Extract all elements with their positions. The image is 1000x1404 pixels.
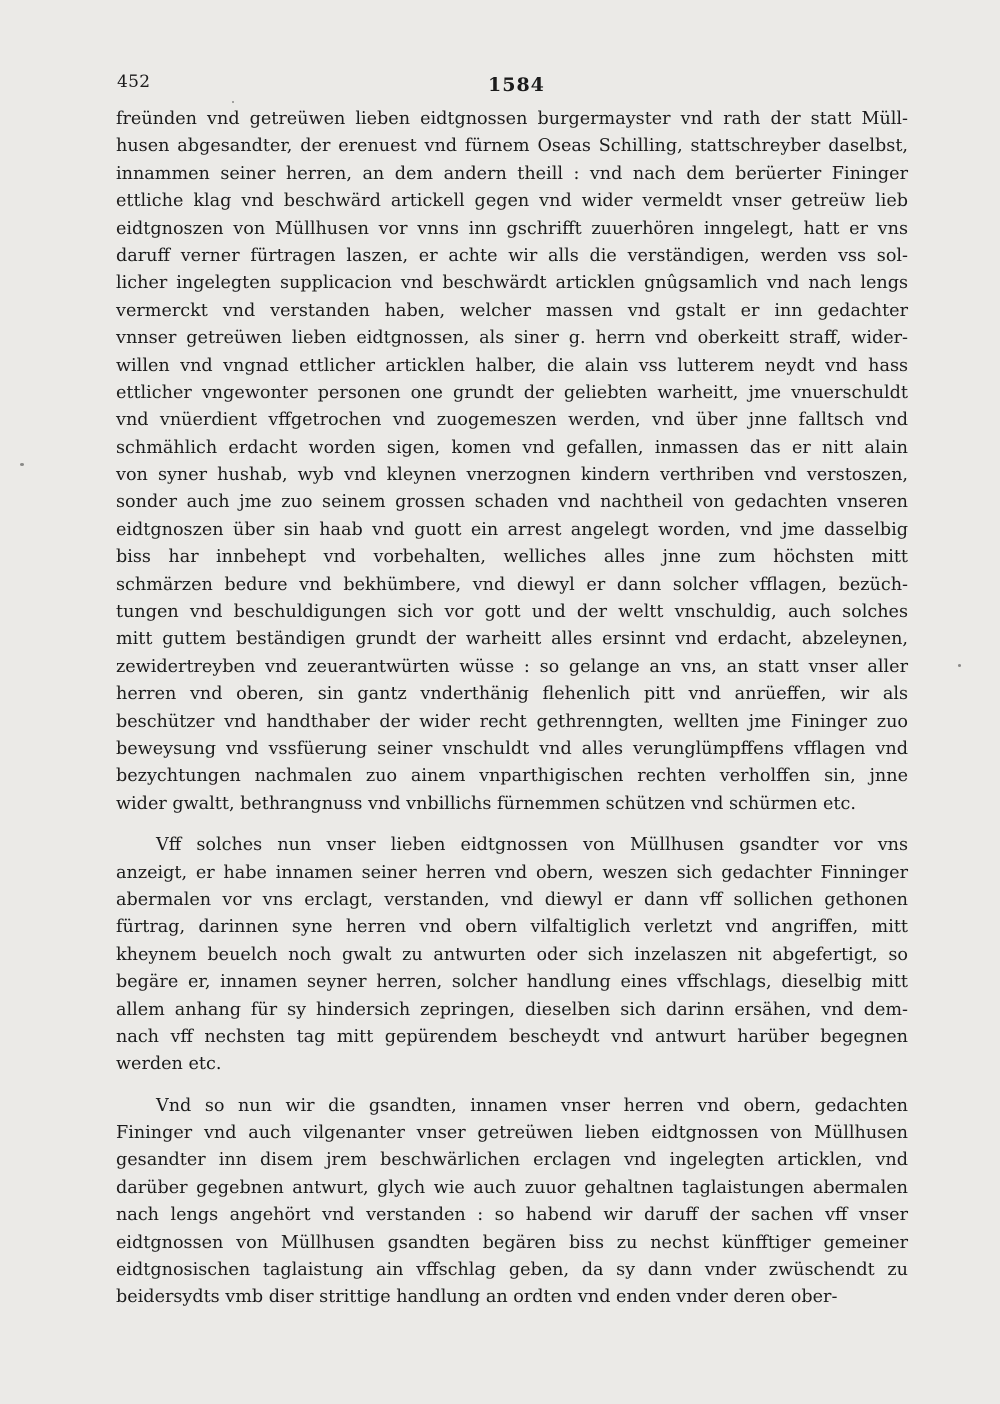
paragraph <box>116 832 908 1079</box>
text-line: begäre er, innamen seyner herren, solcher handlung eines vffschlags, dieselbig mitt <box>116 972 908 993</box>
text-line: beschützer vnd handthaber der wider recht gethrenngten, wellten jme Fininger zuo <box>116 711 908 732</box>
text-line: Vff solches nun vnser lieben eidtgnossen von Müllhusen gsandter vor vns <box>156 835 908 856</box>
text-line: mitt guttem beständigen grundt der warheitt alles ersinnt vnd erdacht, abzeleynen, <box>116 629 908 650</box>
text-line: bezychtungen nachmalen zuo ainem vnparthigischen rechten verholffen sin, jnne <box>116 766 908 787</box>
paragraph <box>116 106 908 818</box>
text-line: licher ingelegten supplicacion vnd beschwärdt articklen gnûgsamlich vnd nach lengs <box>116 273 908 294</box>
text-line: husen abgesandter, der erenuest vnd fürnem Oseas Schilling, stattschreyber daselbst, <box>116 136 908 157</box>
text-line: von syner hushab, wyb vnd kleynen vnerzognen kindern verthriben vnd verstoszen, <box>116 465 908 486</box>
text-line: gesandter inn disem jrem beschwärlichen erclagen vnd ingelegten articklen, vnd <box>116 1150 908 1171</box>
page-speck <box>232 101 234 103</box>
page-number: 452 <box>117 72 151 92</box>
text-line: anzeigt, er habe innamen seiner herren vnd obern, weszen sich gedachter Finninger <box>116 862 908 883</box>
text-line: wider gwaltt, bethrangnuss vnd vnbillichs fürnemmen schützen vnd schürmen etc. <box>116 793 856 814</box>
text-line: Fininger vnd auch vilgenanter vnser getreüwen lieben eidtgnossen von Müllhusen <box>116 1123 908 1144</box>
text-line: biss har innbehept vnd vorbehalten, welliches alles jnne zum höchsten mitt <box>116 547 908 568</box>
text-line: vnd vnüerdient vffgetrochen vnd zuogemeszen werden, vnd über jnne falltsch vnd <box>116 410 908 431</box>
text-line: schmählich erdacht worden sigen, komen vnd gefallen, inmassen das er nitt alain <box>116 437 908 458</box>
text-line: freünden vnd getreüwen lieben eidtgnossen burgermayster vnd rath der statt Müll- <box>116 109 908 129</box>
text-line: werden etc. <box>116 1054 222 1075</box>
text-line: herren vnd oberen, sin gantz vnderthänig flehenlich pitt vnd anrüeffen, wir als <box>116 684 908 705</box>
text-line: willen vnd vngnad ettlicher articklen halber, die alain vss lutterem neydt vnd hass <box>116 355 908 376</box>
text-line: darüber gegebnen antwurt, glych wie auch zuuor gehaltnen taglaistungen abermalen <box>116 1177 908 1198</box>
paragraph <box>116 1093 908 1312</box>
text-line: sonder auch jme zuo seinem grossen schaden vnd nachtheil von gedachten vnseren <box>116 492 908 513</box>
text-line: fürtrag, darinnen syne herren vnd obern vilfaltiglich verletzt vnd angriffen, mitt <box>116 917 908 938</box>
text-line: schmärzen bedure vnd bekhümbere, vnd diewyl er dann solcher vfflagen, bezüch- <box>116 574 908 595</box>
text-line: vnnser getreüwen lieben eidtgnossen, als siner g. herrn vnd oberkeitt straff, wider- <box>116 328 908 349</box>
body-text <box>116 106 908 1312</box>
text-line: vermerckt vnd verstanden haben, welcher massen vnd gstalt er inn gedachter <box>116 300 908 321</box>
text-line: tungen vnd beschuldigungen sich vor gott und der weltt vnschuldig, auch solches <box>116 602 908 623</box>
text-line: innammen seiner herren, an dem andern theill : vnd nach dem berüerter Fininger <box>116 163 908 184</box>
running-head-year: 1584 <box>488 74 545 96</box>
text-line: eidtgnoszen von Müllhusen vor vnns inn gschrifft zuuerhören inngelegt, hatt er vns <box>116 218 908 239</box>
text-line: beidersydts vmb diser strittige handlung an ordten vnd enden vnder deren ober- <box>116 1287 838 1308</box>
page-speck <box>20 463 24 466</box>
page-speck <box>958 664 961 667</box>
text-line: eidtgnossen von Müllhusen gsandten begären biss zu nechst künfftiger gemeiner <box>116 1232 908 1253</box>
text-line: ettliche klag vnd beschwärd artickell gegen vnd wider vermeldt vnser getreüw lieb <box>116 191 908 212</box>
text-line: eidtgnoszen über sin haab vnd guott ein arrest angelegt worden, vnd jme dasselbig <box>116 519 908 540</box>
text-line: Vnd so nun wir die gsandten, innamen vnser herren vnd obern, gedachten <box>156 1095 908 1116</box>
text-line: beweysung vnd vssfüerung seiner vnschuldt vnd alles verunglümpffens vfflagen vnd <box>116 738 908 759</box>
text-line: daruff verner fürtragen laszen, er achte wir alls die verständigen, werden vss sol- <box>116 245 908 266</box>
text-line: eidtgnosischen taglaistung ain vffschlag geben, da sy dann vnder zwüschendt zu <box>116 1260 908 1281</box>
text-line: nach vff nechsten tag mitt gepürendem bescheydt vnd antwurt harüber begegnen <box>116 1026 908 1047</box>
text-line: allem anhang für sy hindersich zepringen, dieselben sich darinn ersähen, vnd dem- <box>116 999 908 1020</box>
text-line: ettlicher vngewonter personen one grundt der geliebten warheitt, jme vnuerschuldt <box>116 382 908 403</box>
text-line: nach lengs angehört vnd verstanden : so habend wir daruff der sachen vff vnser <box>116 1205 908 1226</box>
text-line: kheynem beuelch noch gwalt zu antwurten oder sich inzelaszen nit abgefertigt, so <box>116 944 908 965</box>
text-line: zewidertreyben vnd zeuerantwürten wüsse : so gelange an vns, an statt vnser aller <box>116 656 908 677</box>
text-line: abermalen vor vns erclagt, verstanden, vnd diewyl er dann vff sollichen gethonen <box>116 889 908 910</box>
